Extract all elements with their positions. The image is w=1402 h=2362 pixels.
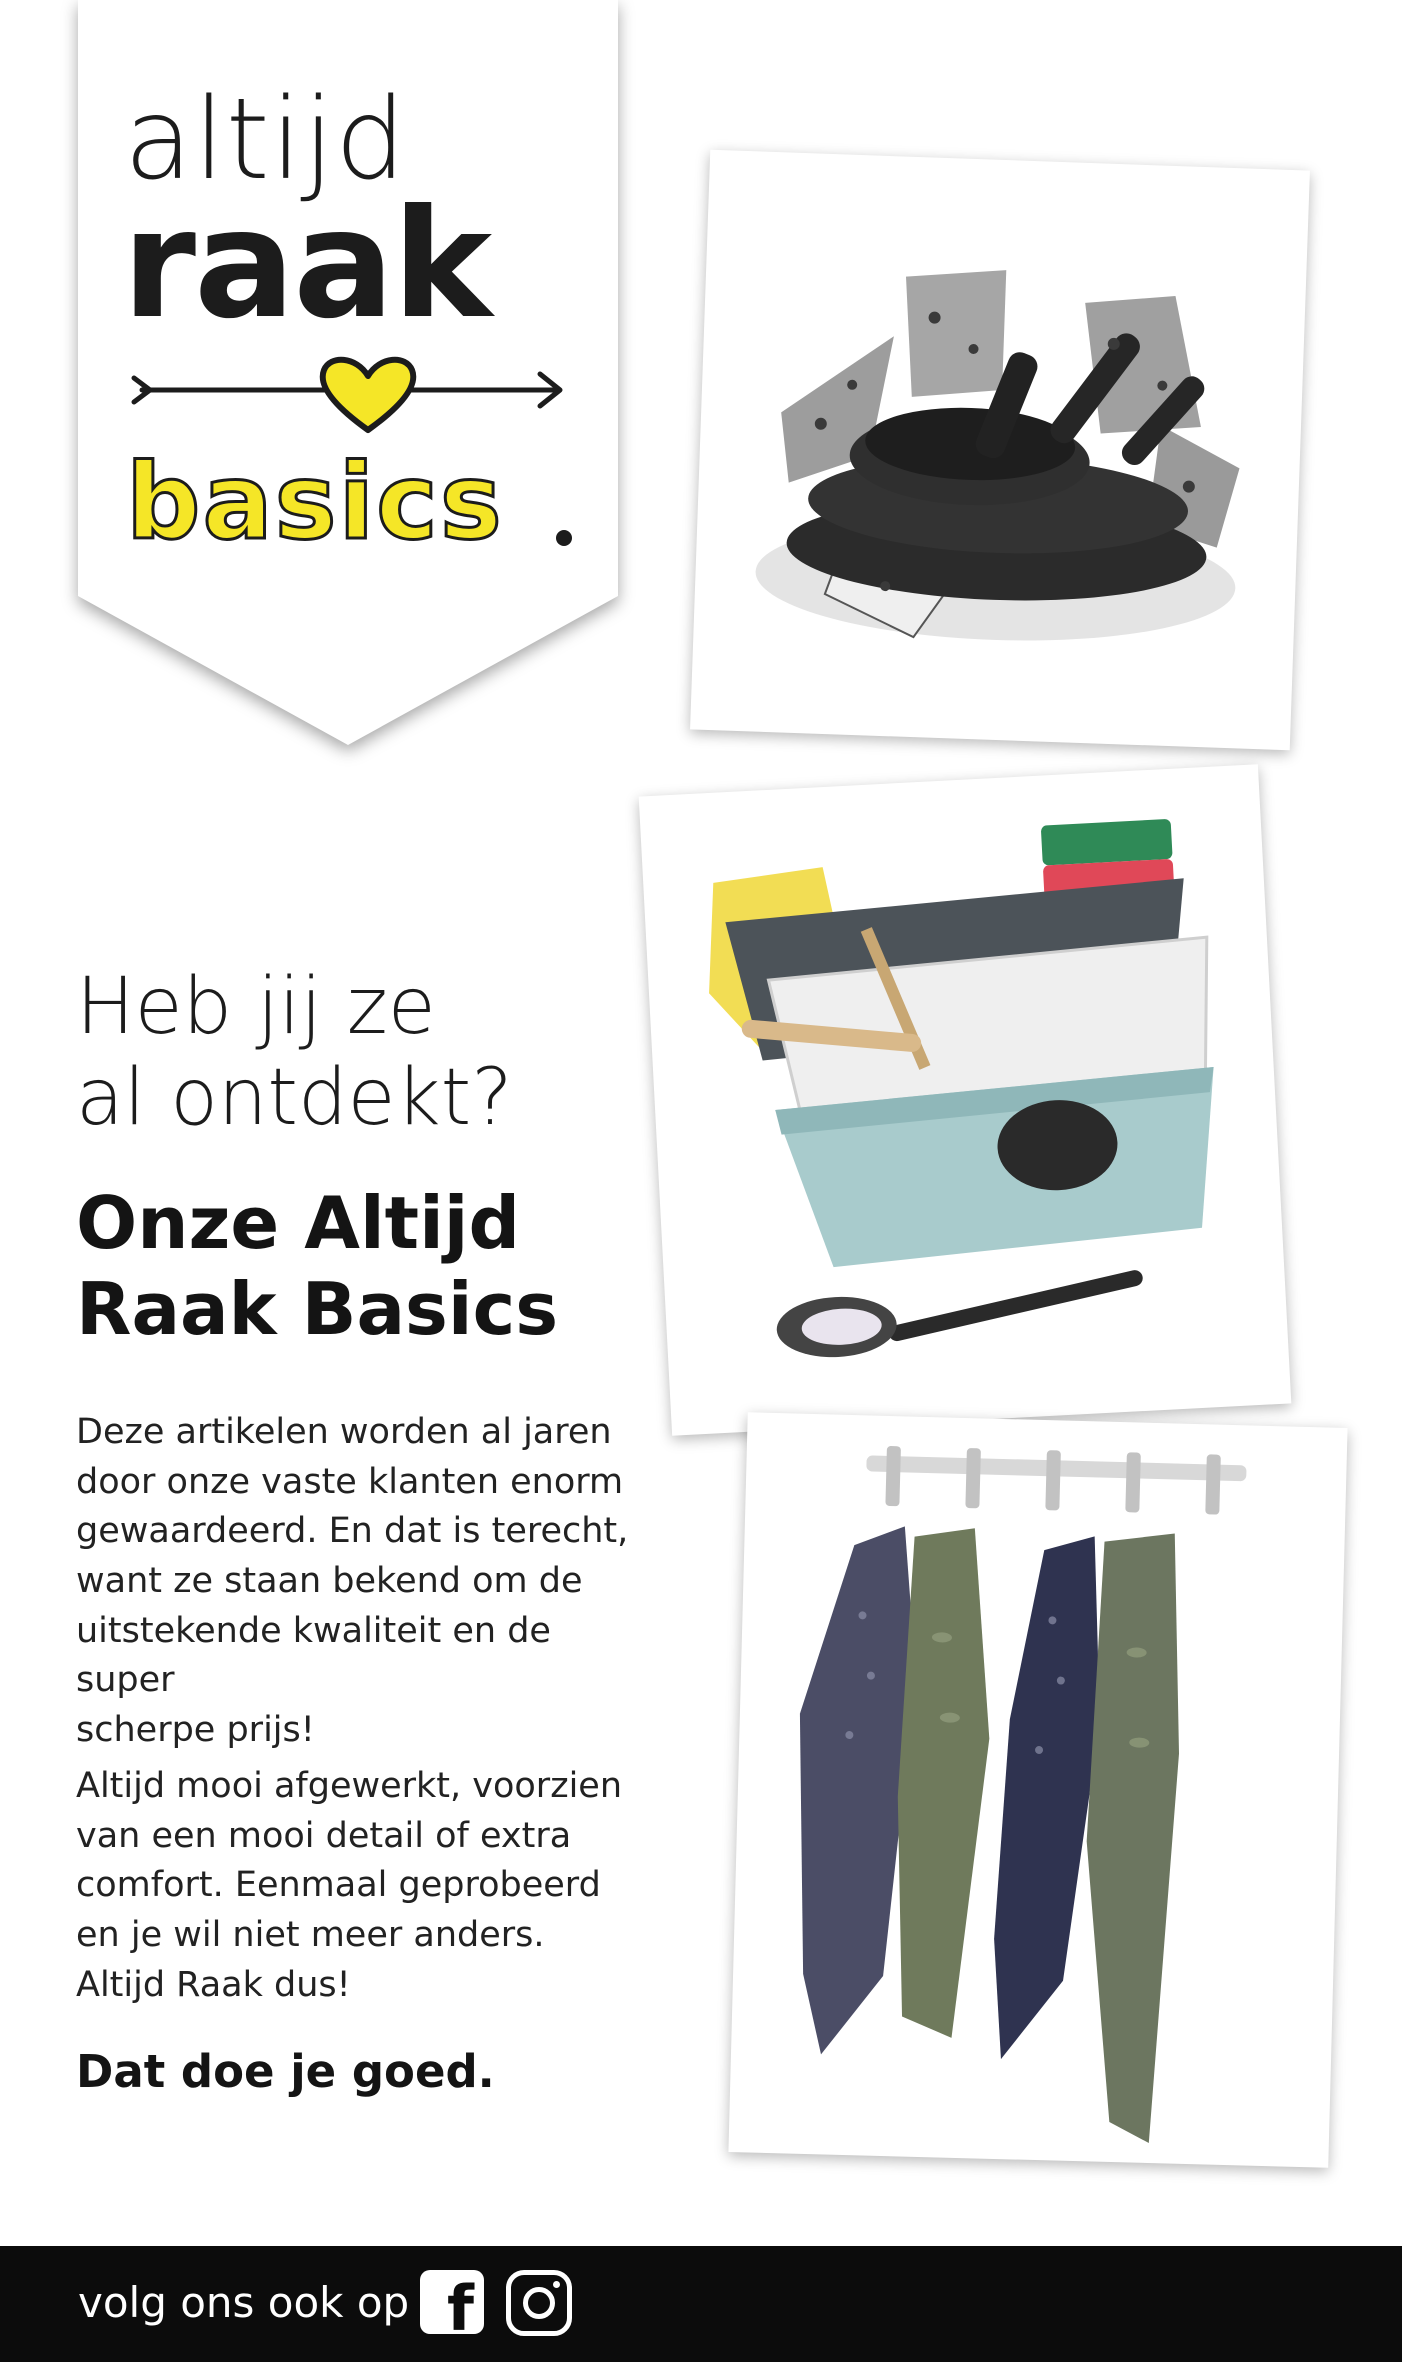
headline-bold-line-1: Onze Altijd	[76, 1181, 520, 1265]
instagram-icon[interactable]	[506, 2270, 572, 2336]
paragraph-line: scherpe prijs!	[76, 1710, 315, 1751]
paragraph-line: door onze vaste klanten enorm	[76, 1461, 624, 1502]
paragraph-line: comfort. Eenmaal geprobeerd	[76, 1865, 601, 1906]
paragraph-line: gewaardeerd. En dat is terecht,	[76, 1511, 629, 1552]
headline-question	[76, 962, 636, 1145]
logo-banner	[78, 0, 618, 745]
logo-dot	[556, 530, 572, 546]
headline-bold-line-2: Raak Basics	[76, 1267, 559, 1352]
paragraph-line: want ze staan bekend om de	[76, 1561, 583, 1602]
headline-title	[76, 1180, 656, 1353]
paragraph-line: en je wil niet meer anders.	[76, 1915, 545, 1956]
paragraph-line: Altijd mooi afgewerkt, voorzien	[76, 1766, 623, 1806]
tagline: Dat doe je goed.	[76, 2045, 495, 2098]
headline-line-1: Heb jij ze	[76, 962, 436, 1052]
logo-word-altijd: altijd	[124, 75, 407, 205]
heart-arrow-icon	[128, 350, 568, 440]
logo-word-raak: raak	[122, 178, 491, 352]
photo-tea-towels	[728, 1412, 1347, 2167]
photo-dish-tubs	[639, 764, 1292, 1436]
social-footer	[0, 2246, 1402, 2362]
tea-towels-illustration	[728, 1412, 1347, 2167]
paragraph-line: Altijd Raak dus!	[76, 1964, 351, 2005]
paragraph-line: Deze artikelen worden al jaren	[76, 1412, 612, 1452]
headline-line-2: al ontdekt?	[76, 1053, 513, 1144]
logo-word-basics: basics	[126, 441, 504, 563]
photo-pans-protectors	[690, 150, 1310, 751]
dish-tubs-illustration	[639, 764, 1292, 1436]
facebook-icon[interactable]: f	[420, 2270, 484, 2334]
paragraph-line: van een mooi detail of extra	[76, 1815, 572, 1856]
intro-paragraph	[76, 1408, 636, 1756]
pans-illustration	[690, 150, 1310, 751]
paragraph-line: uitstekende kwaliteit en de super	[76, 1610, 551, 1701]
second-paragraph	[76, 1762, 636, 2010]
follow-us-text: volg ons ook op	[78, 2278, 410, 2327]
